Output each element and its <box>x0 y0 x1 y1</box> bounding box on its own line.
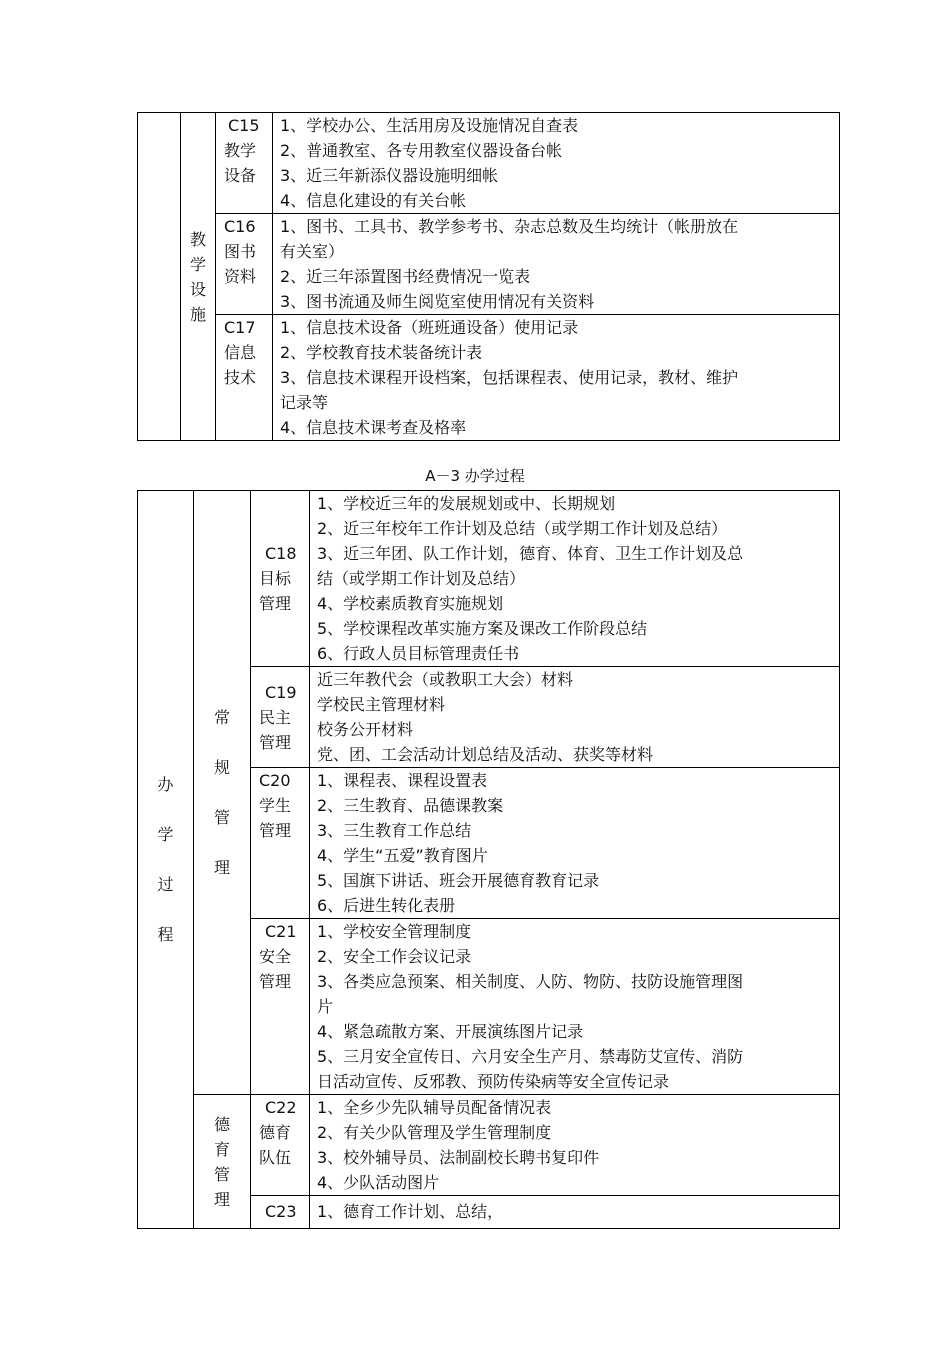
subcategory-cell-teaching-facilities: 教 学 设 施 <box>181 113 216 441</box>
items-cell-c17: 1、信息技术设备（班班通设备）使用记录 2、学校教育技术装备统计表 3、信息技术课程开设档案，包括课程表、使用记录，教材、维护 记录等 4、信息技术课考查及格率 <box>273 315 840 441</box>
code-cell-c18: C18 目标 管理 <box>251 491 310 667</box>
code-cell-c19: C19 民主 管理 <box>251 667 310 768</box>
items-cell-c20: 1、课程表、课程设置表 2、三生教育、品德课教案 3、三生教育工作总结 4、学生“五爱”教育图片 5、国旗下讲话、班会开展德育教育记录 6、后进生转化表册 <box>310 768 840 919</box>
school-process-table <box>137 490 840 1229</box>
code-cell-c20: C20 学生 管理 <box>251 768 310 919</box>
code-cell-c16: C16 图书 资料 <box>216 214 273 315</box>
subcategory-cell-routine-management: 常 规 管 理 <box>194 491 251 1095</box>
code-cell-c23: C23 <box>251 1196 310 1229</box>
section-title: A－3 办学过程 <box>425 467 525 485</box>
items-cell-c23: 1、德育工作计划、总结， <box>310 1196 840 1229</box>
code-cell-c17: C17 信息 技术 <box>216 315 273 441</box>
items-cell-c19: 近三年教代会（或教职工大会）材料 学校民主管理材料 校务公开材料 党、团、工会活动计划总结及活动、获奖等材料 <box>310 667 840 768</box>
facilities-table <box>137 112 840 441</box>
items-cell-c22: 1、全乡少先队辅导员配备情况表 2、有关少队管理及学生管理制度 3、校外辅导员、法制副校长聘书复印件 4、少队活动图片 <box>310 1095 840 1196</box>
items-cell-c18: 1、学校近三年的发展规划或中、长期规划 2、近三年校年工作计划及总结（或学期工作计划及总结） 3、近三年团、队工作计划，德育、体育、卫生工作计划及总 结（或学期工作计划及总结） 4、学校素质教育实施规划 5、学校课程改革实施方案及课改工作阶段总结 6、行政人员目标管理责任书 <box>310 491 840 667</box>
code-cell-c21: C21 安全 管理 <box>251 919 310 1095</box>
code-cell-c15: C15 教学 设备 <box>216 113 273 214</box>
category-cell-school-process: 办 学 过 程 <box>138 491 194 1229</box>
items-cell-c15: 1、学校办公、生活用房及设施情况自查表 2、普通教室、各专用教室仪器设备台帐 3、近三年新添仪器设施明细帐 4、信息化建设的有关台帐 <box>273 113 840 214</box>
subcategory-cell-moral-education: 德 育 管 理 <box>194 1095 251 1229</box>
code-cell-c22: C22 德育 队伍 <box>251 1095 310 1196</box>
items-cell-c16: 1、图书、工具书、教学参考书、杂志总数及生均统计（帐册放在 有关室） 2、近三年添置图书经费情况一览表 3、图书流通及师生阅览室使用情况有关资料 <box>273 214 840 315</box>
category-cell-empty <box>138 113 181 441</box>
items-cell-c21: 1、学校安全管理制度 2、安全工作会议记录 3、各类应急预案、相关制度、人防、物防、技防设施管理图 片 4、紧急疏散方案、开展演练图片记录 5、三月安全宣传日、六月安全生产月、禁毒防艾宣传、消防 日活动宣传、反邪教、预防传染病等安全宣传记录 <box>310 919 840 1095</box>
